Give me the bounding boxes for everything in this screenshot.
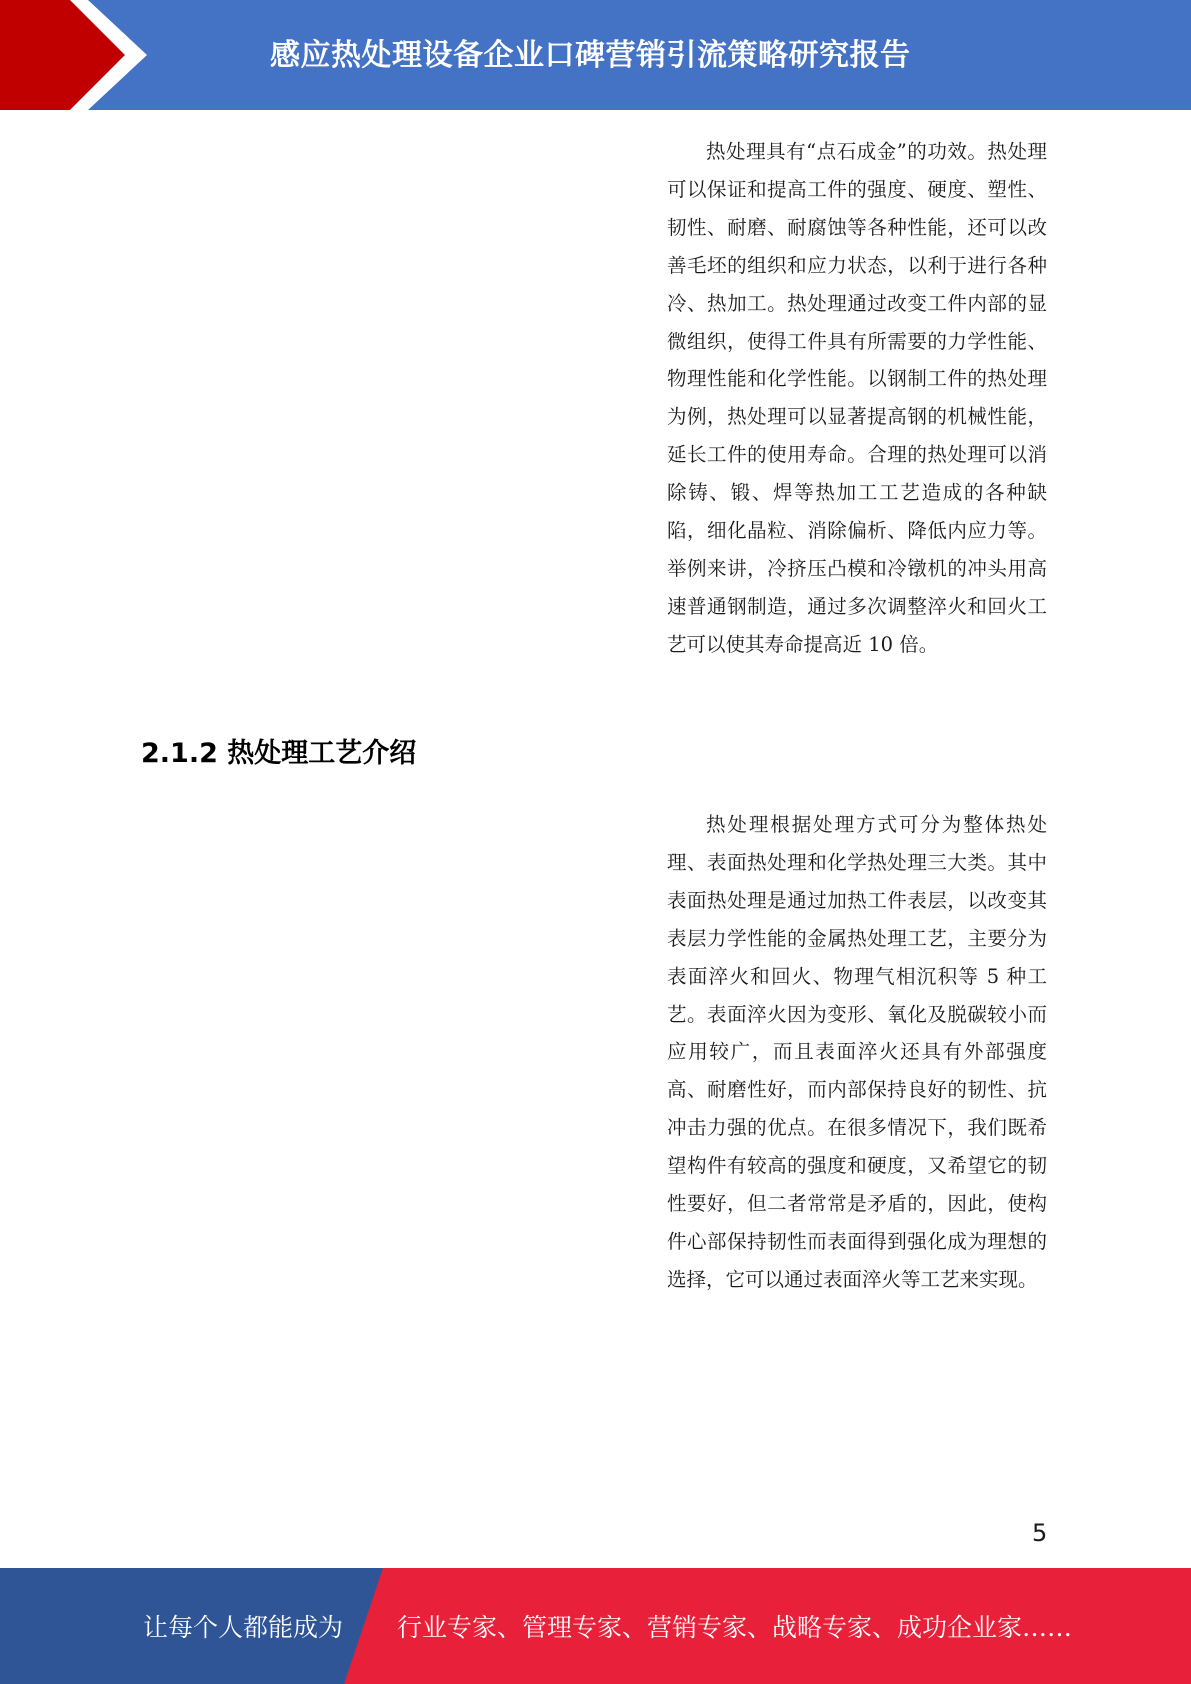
header-chevron-decoration — [0, 0, 160, 110]
body-paragraph-2: 热处理根据处理方式可分为整体热处理、表面热处理和化学热处理三大类。其中表面热处理是通过加热工件表层，以改变其表层力学性能的金属热处理工艺，主要分为表面淬火和回火、物理气相沉积等 5 种工艺。表面淬火因为变形、氧化及脱碳较小而应用较广，而且表面淬火还具有外部强度高、耐磨性好，而内部保持良好的韧性、抗冲击力强的优点。在很多情况下，我们既希望构件有较高的强度和硬度，又希望它的韧性要好，但二者常常是矛盾的，因此，使构件心部保持韧性而表面得到强化成为理想的选择，它可以通过表面淬火等工艺来实现。 — [667, 813, 1047, 1291]
footer-slogan-right: 行业专家、管理专家、营销专家、战略专家、成功企业家…… — [397, 1613, 1073, 1642]
section-heading: 2.1.2 热处理工艺介绍 — [141, 738, 417, 769]
report-title: 感应热处理设备企业口碑营销引流策略研究报告 — [270, 38, 911, 73]
footer-banner — [0, 1568, 1191, 1684]
header-bar — [0, 0, 1191, 110]
page-number: 5 — [1032, 1519, 1048, 1547]
footer-slogan-left: 让每个人都能成为 — [143, 1613, 344, 1642]
body-paragraph-1: 热处理具有“点石成金”的功效。热处理可以保证和提高工件的强度、硬度、塑性、韧性、耐磨、耐腐蚀等各种性能，还可以改善毛坯的组织和应力状态，以利于进行各种冷、热加工。热处理通过改变工件内部的显微组织，使得工件具有所需要的力学性能、物理性能和化学性能。以钢制工件的热处理为例，热处理可以显著提高钢的机械性能，延长工件的使用寿命。合理的热处理可以消除铸、锻、焊等热加工工艺造成的各种缺陷，细化晶粒、消除偏析、降低内应力等。举例来讲，冷挤压凸模和冷镦机的冲头用高速普通钢制造，通过多次调整淬火和回火工艺可以使其寿命提高近 10 倍。 — [667, 140, 1047, 656]
